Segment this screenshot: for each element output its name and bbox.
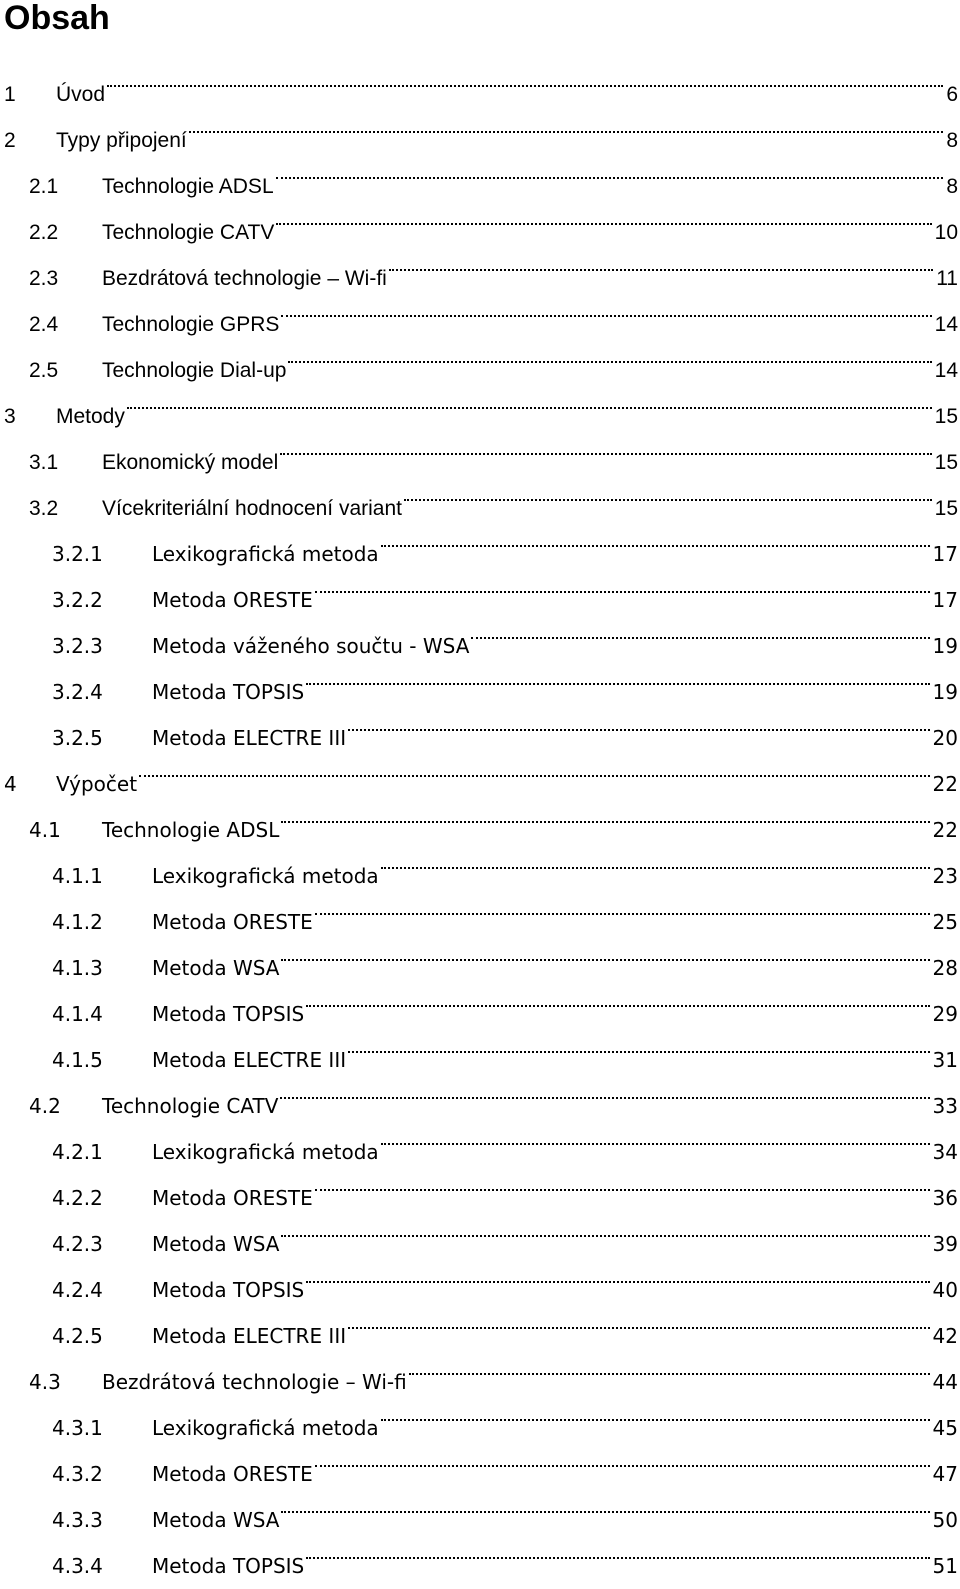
toc-entry-number: 4.1.2: [52, 910, 103, 934]
toc-dot-leader: [315, 1159, 930, 1205]
toc-dot-leader: [281, 1205, 929, 1251]
toc-entry-page: 17: [932, 542, 958, 566]
toc-entry-page: 34: [932, 1140, 958, 1164]
toc-entry-title: Technologie CATV: [102, 1094, 279, 1118]
toc-entry-3-2[interactable]: [0, 469, 960, 520]
toc-entry-page: 51: [932, 1554, 958, 1578]
toc-entry-number: 4.1.1: [52, 864, 103, 888]
toc-entry-page: 15: [934, 451, 958, 474]
toc-entry-number: 3.2.1: [52, 542, 103, 566]
toc-entry-number: 4.2: [29, 1094, 61, 1118]
toc-entry-title: Technologie GPRS: [102, 313, 280, 336]
toc-entry-4-1-2[interactable]: [0, 883, 960, 934]
toc-entry-page: 23: [932, 864, 958, 888]
toc-entry-page: 25: [932, 910, 958, 934]
toc-dot-leader: [281, 1481, 929, 1527]
toc-dot-leader: [280, 423, 931, 469]
toc-entry-title: Lexikografická metoda: [152, 1416, 379, 1440]
toc-entry-number: 3.2.4: [52, 680, 103, 704]
toc-entry-4-1[interactable]: [0, 791, 960, 842]
toc-entry-title: Technologie ADSL: [102, 818, 280, 842]
toc-entry-number: 3.2.3: [52, 634, 103, 658]
toc-entry-number: 4.2.3: [52, 1232, 103, 1256]
toc-entry-2-2[interactable]: [0, 193, 960, 244]
toc-entry-number: 3.2.5: [52, 726, 103, 750]
toc-dot-leader: [306, 975, 929, 1021]
toc-entry-title: Metoda ELECTRE III: [152, 726, 347, 750]
toc-entry-number: 4.3.3: [52, 1508, 103, 1532]
toc-entry-title: Metoda TOPSIS: [152, 680, 305, 704]
toc-entry-number: 3.2.2: [52, 588, 103, 612]
toc-entry-number: 4: [4, 772, 17, 796]
toc-dot-leader: [139, 745, 929, 791]
toc-dot-leader: [281, 929, 929, 975]
toc-entry-title: Metoda TOPSIS: [152, 1278, 305, 1302]
toc-entry-3-2-1[interactable]: [0, 515, 960, 566]
toc-entry-4-1-1[interactable]: [0, 837, 960, 888]
toc-entry-4-3-2[interactable]: [0, 1435, 960, 1486]
toc-entry-number: 2.2: [29, 221, 59, 244]
toc-entry-4-3-1[interactable]: [0, 1389, 960, 1440]
toc-entry-title: Úvod: [56, 83, 106, 106]
toc-dot-leader: [281, 791, 929, 837]
toc-entry-3[interactable]: [0, 377, 960, 428]
toc-entry-number: 4.2.5: [52, 1324, 103, 1348]
toc-dot-leader: [348, 699, 929, 745]
toc-dot-leader: [348, 1021, 929, 1067]
toc-dot-leader: [107, 55, 943, 101]
toc-entry-4-2-5[interactable]: [0, 1297, 960, 1348]
toc-entry-page: 8: [946, 175, 958, 198]
toc-dot-leader: [276, 193, 931, 239]
toc-dot-leader: [288, 331, 931, 377]
toc-dot-leader: [127, 377, 932, 423]
toc-entry-page: 22: [932, 818, 958, 842]
toc-entry-number: 3: [4, 405, 16, 428]
toc-entry-number: 4.3.2: [52, 1462, 103, 1486]
toc-dot-leader: [381, 1389, 930, 1435]
toc-entry-page: 15: [934, 497, 958, 520]
toc-entry-4-2[interactable]: [0, 1067, 960, 1118]
toc-entry-4-3-3[interactable]: [0, 1481, 960, 1532]
toc-entry-page: 14: [934, 313, 958, 336]
toc-entry-number: 2.3: [29, 267, 59, 290]
toc-entry-title: Ekonomický model: [102, 451, 279, 474]
toc-dot-leader: [471, 607, 929, 653]
toc-entry-4-2-3[interactable]: [0, 1205, 960, 1256]
toc-entry-page: 31: [932, 1048, 958, 1072]
toc-entry-title: Metoda ELECTRE III: [152, 1048, 347, 1072]
toc-dot-leader: [280, 1067, 929, 1113]
toc-entry-number: 2.5: [29, 359, 59, 382]
toc-entry-number: 4.3.1: [52, 1416, 103, 1440]
toc-entry-2-4[interactable]: [0, 285, 960, 336]
toc-entry-title: Metoda WSA: [152, 1508, 280, 1532]
toc-dot-leader: [276, 147, 944, 193]
toc-entry-page: 15: [934, 405, 958, 428]
toc-entry-title: Metoda ORESTE: [152, 910, 313, 934]
toc-entry-2-5[interactable]: [0, 331, 960, 382]
toc-entry-page: 33: [932, 1094, 958, 1118]
toc-entry-page: 40: [932, 1278, 958, 1302]
toc-entry-page: 47: [932, 1462, 958, 1486]
toc-entry-page: 45: [932, 1416, 958, 1440]
toc-entry-page: 6: [946, 83, 958, 106]
toc-entry-4-3[interactable]: [0, 1343, 960, 1394]
toc-entry-page: 10: [934, 221, 958, 244]
toc-entry-page: 19: [932, 634, 958, 658]
toc-dot-leader: [381, 1113, 930, 1159]
toc-entry-number: 4.2.2: [52, 1186, 103, 1210]
toc-dot-leader: [389, 239, 933, 285]
toc-entry-2-1[interactable]: [0, 147, 960, 198]
toc-entry-page: 20: [932, 726, 958, 750]
toc-dot-leader: [281, 285, 931, 331]
toc-entry-title: Technologie CATV: [102, 221, 275, 244]
toc-entry-number: 4.2.1: [52, 1140, 103, 1164]
toc-entry-page: 22: [932, 772, 958, 796]
toc-entry-page: 19: [932, 680, 958, 704]
toc-entry-4-1-4[interactable]: [0, 975, 960, 1026]
toc-entry-number: 4.3: [29, 1370, 61, 1394]
table-of-contents: [0, 55, 960, 1578]
toc-entry-number: 3.1: [29, 451, 59, 474]
toc-entry-title: Metody: [56, 405, 125, 428]
toc-entry-title: Vícekriteriální hodnocení variant: [102, 497, 402, 520]
toc-entry-title: Technologie Dial-up: [102, 359, 287, 382]
toc-entry-title: Metoda ORESTE: [152, 1186, 313, 1210]
toc-entry-3-2-3[interactable]: [0, 607, 960, 658]
toc-entry-title: Metoda TOPSIS: [152, 1554, 305, 1578]
toc-entry-4-1-5[interactable]: [0, 1021, 960, 1072]
toc-entry-title: Výpočet: [56, 772, 138, 796]
toc-entry-page: 36: [932, 1186, 958, 1210]
toc-entry-page: 14: [934, 359, 958, 382]
toc-entry-title: Lexikografická metoda: [152, 1140, 379, 1164]
toc-entry-page: 8: [946, 129, 958, 152]
toc-entry-number: 2.1: [29, 175, 59, 198]
toc-dot-leader: [348, 1297, 929, 1343]
toc-entry-page: 29: [932, 1002, 958, 1026]
toc-entry-number: 4.1.3: [52, 956, 103, 980]
toc-entry-4-1-3[interactable]: [0, 929, 960, 980]
toc-entry-2[interactable]: [0, 101, 960, 152]
toc-entry-title: Metoda ELECTRE III: [152, 1324, 347, 1348]
toc-dot-leader: [315, 1435, 930, 1481]
toc-entry-title: Metoda váženého součtu - WSA: [152, 634, 470, 658]
toc-dot-leader: [381, 515, 930, 561]
toc-entry-number: 4.3.4: [52, 1554, 103, 1578]
toc-entry-number: 1: [4, 83, 16, 106]
toc-entry-page: 50: [932, 1508, 958, 1532]
toc-dot-leader: [189, 101, 944, 147]
toc-entry-title: Lexikografická metoda: [152, 542, 379, 566]
toc-entry-number: 2.4: [29, 313, 59, 336]
toc-entry-number: 4.2.4: [52, 1278, 103, 1302]
toc-entry-title: Metoda WSA: [152, 956, 280, 980]
toc-dot-leader: [315, 561, 930, 607]
toc-entry-2-3[interactable]: [0, 239, 960, 290]
toc-entry-page: 11: [936, 267, 958, 290]
toc-entry-number: 4.1.4: [52, 1002, 103, 1026]
toc-entry-title: Metoda WSA: [152, 1232, 280, 1256]
toc-entry-title: Bezdrátová technologie – Wi-fi: [102, 267, 387, 290]
toc-dot-leader: [306, 1527, 929, 1573]
toc-entry-4-3-4[interactable]: [0, 1527, 960, 1578]
toc-entry-4-2-1[interactable]: [0, 1113, 960, 1164]
toc-entry-1[interactable]: [0, 55, 960, 106]
toc-entry-page: 28: [932, 956, 958, 980]
toc-entry-title: Metoda ORESTE: [152, 588, 313, 612]
toc-entry-number: 3.2: [29, 497, 59, 520]
toc-entry-page: 39: [932, 1232, 958, 1256]
toc-entry-title: Bezdrátová technologie – Wi-fi: [102, 1370, 407, 1394]
toc-entry-page: 42: [932, 1324, 958, 1348]
toc-entry-title: Metoda ORESTE: [152, 1462, 313, 1486]
toc-entry-number: 4.1: [29, 818, 61, 842]
toc-dot-leader: [315, 883, 930, 929]
toc-entry-4-2-4[interactable]: [0, 1251, 960, 1302]
toc-dot-leader: [409, 1343, 930, 1389]
toc-entry-number: 2: [4, 129, 16, 152]
toc-entry-3-2-2[interactable]: [0, 561, 960, 612]
toc-entry-title: Technologie ADSL: [102, 175, 274, 198]
toc-entry-page: 17: [932, 588, 958, 612]
toc-entry-title: Metoda TOPSIS: [152, 1002, 305, 1026]
toc-entry-3-2-5[interactable]: [0, 699, 960, 750]
toc-entry-3-2-4[interactable]: [0, 653, 960, 704]
toc-dot-leader: [381, 837, 930, 883]
toc-dot-leader: [404, 469, 932, 515]
toc-entry-page: 44: [932, 1370, 958, 1394]
toc-entry-3-1[interactable]: [0, 423, 960, 474]
toc-heading: Obsah: [4, 0, 110, 37]
toc-entry-title: Lexikografická metoda: [152, 864, 379, 888]
toc-entry-4[interactable]: [0, 745, 960, 796]
toc-entry-number: 4.1.5: [52, 1048, 103, 1072]
toc-entry-4-2-2[interactable]: [0, 1159, 960, 1210]
toc-entry-title: Typy připojení: [56, 129, 187, 152]
toc-dot-leader: [306, 653, 929, 699]
toc-dot-leader: [306, 1251, 929, 1297]
